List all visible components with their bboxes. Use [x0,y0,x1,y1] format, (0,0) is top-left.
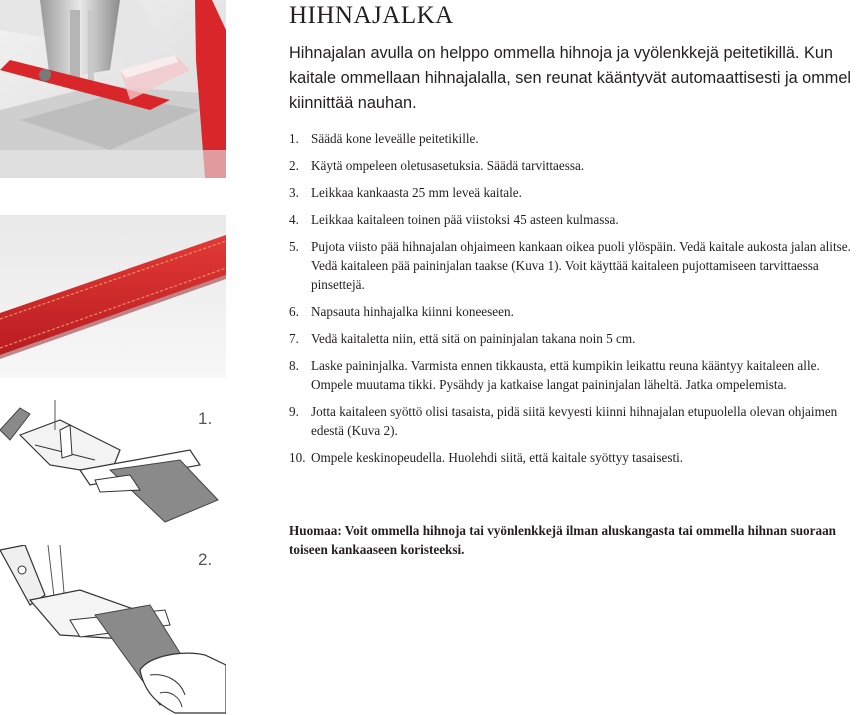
finished-strap-illustration [0,215,226,378]
step-text: Leikkaa kaitaleen toinen pää viistoksi 45 asteen kulmassa. [311,212,619,227]
step-item [289,329,857,348]
step-text: Leikkaa kankaasta 25 mm leveä kaitale. [311,185,522,200]
image-column [0,0,232,715]
intro-paragraph: Hihnajalan avulla on helppo ommella hihnoja ja vyölenkkejä peitetikillä. Kun kaitale ommellaan hihnajalalla, sen reunat kääntyvät automaattisesti ja ommel kiinnittää nauhan. [289,44,852,112]
step-item [289,448,857,467]
step-item [289,302,857,321]
page-title: HIHNAJALKA [289,2,454,29]
step-number: 8. [289,358,299,373]
step-text: Vedä kaitaletta niin, että sitä on paininjalan takana noin 5 cm. [311,331,636,346]
step-item [289,156,857,175]
step-number: 5. [289,239,299,254]
figure-2-drawing [0,545,226,715]
step-number: 6. [289,304,299,319]
step-number: 3. [289,185,299,200]
step-text: Ompele keskinopeudella. Huolehdi siitä, että kaitale syöttyy tasaisesti. [311,450,684,465]
machine-foot-photo [0,0,226,178]
step-item [289,237,857,294]
figure-2-number: 2. [198,550,213,569]
finished-strap-photo [0,215,226,378]
step-number: 7. [289,331,299,346]
step-text: Napsauta hinhajalka kiinni koneeseen. [311,304,514,319]
step-number: 10. [289,450,306,465]
instruction-steps [289,129,857,475]
step-text: Säädä kone leveälle peitetikille. [311,131,479,146]
figure-1-number: 1. [198,409,213,428]
step-item [289,210,857,229]
step-number: 9. [289,404,299,419]
step-text: Käytä ompeleen oletusasetuksia. Säädä tarvittaessa. [311,158,585,173]
step-item [289,356,857,394]
note-paragraph: Huomaa: Voit ommella hihnoja tai vyönlenkkejä ilman aluskangasta tai ommella hihnan suoraan toiseen kankaaseen koristeeksi. [289,523,836,557]
step-item [289,402,857,440]
step-item [289,129,857,148]
figure-1-drawing [0,400,226,525]
step-text: Jotta kaitaleen syöttö olisi tasaista, pidä siitä kevyesti kiinni hihnajalan etupuolella olevan ohjaimen edestä (Kuva 2). [311,404,838,438]
step-number: 4. [289,212,299,227]
step-text: Laske paininjalka. Varmista ennen tikkausta, että kumpikin leikattu reuna kääntyy kaitaleen alle. Ompele muutama tikki. Pysähdy ja katkaise langat paininjalan läheltä. Jatka ompelemista. [311,358,820,392]
step-text: Pujota viisto pää hihnajalan ohjaimeen kankaan oikea puoli ylöspäin. Vedä kaitale aukosta jalan alitse. Vedä kaitaleen pää paininjalan taakse (Kuva 1). Voit käyttää kaitaleen pujottamiseen tarvittaessa pinsettejä. [311,239,851,292]
figure-1-illustration [0,400,226,525]
step-number: 2. [289,158,299,173]
machine-foot-illustration [0,0,226,178]
step-item [289,183,857,202]
figure-2-illustration [0,545,226,715]
step-number: 1. [289,131,299,146]
